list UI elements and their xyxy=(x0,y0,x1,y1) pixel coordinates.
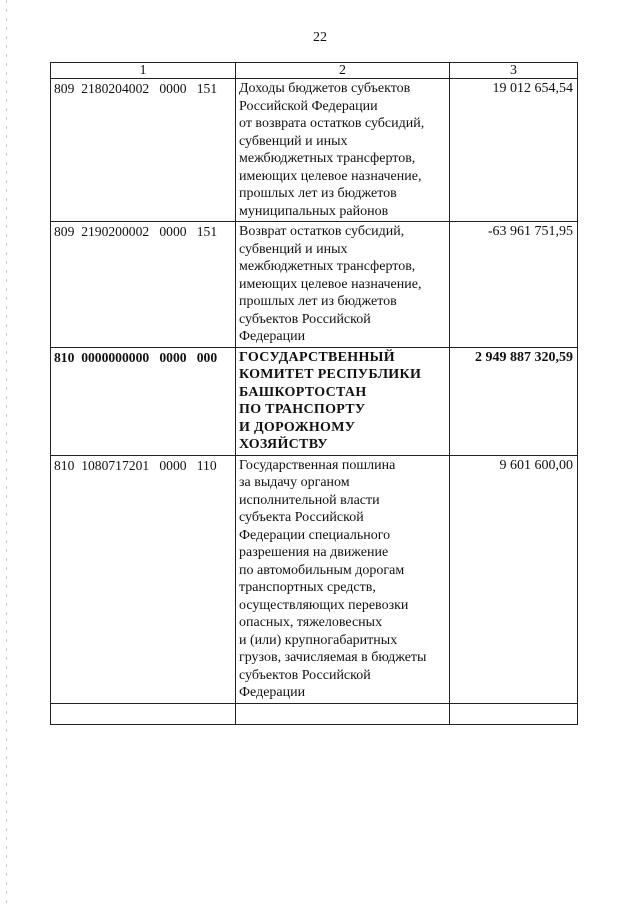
row-name-line: Государственная пошлина xyxy=(239,457,396,473)
row-name-line: ПО ТРАНСПОРТУ xyxy=(239,402,366,417)
row-name-line: субвенций и иных xyxy=(239,133,348,149)
row-name-line: межбюджетных трансфертов, xyxy=(239,151,416,166)
row-amount: 9 601 600,00 xyxy=(450,455,578,703)
table-row xyxy=(51,455,578,703)
row-amount: 19 012 654,54 xyxy=(450,79,578,222)
row-code: 809 2180204002 0000 151 xyxy=(51,79,236,222)
row-name-line: ГОСУДАРСТВЕННЫЙ xyxy=(239,349,395,365)
row-name-line: грузов, зачисляемая в бюджеты xyxy=(239,650,427,665)
row-code: 810 1080717201 0000 110 xyxy=(51,455,236,703)
row-name xyxy=(236,455,450,703)
row-name-line: от возврата остатков субсидий, xyxy=(239,116,425,131)
row-name-line: Возврат остатков субсидий, xyxy=(239,224,405,239)
row-name-line: Федерации специального xyxy=(239,527,391,543)
row-name-line: за выдачу органом xyxy=(239,475,350,490)
scan-edge-artifact xyxy=(6,0,7,905)
row-name-line: имеющих целевое назначение, xyxy=(239,168,422,184)
row-name-line: и (или) крупногабаритных xyxy=(239,632,398,648)
row-name-line: Федерации xyxy=(239,685,306,700)
row-name-line: прошлых лет из бюджетов xyxy=(239,294,397,309)
row-name-line: по автомобильным дорогам xyxy=(239,562,405,578)
row-name-line: субъектов Российской xyxy=(239,667,371,683)
row-name-line: прошлых лет из бюджетов xyxy=(239,186,397,201)
empty-cell xyxy=(450,703,578,724)
row-name-line: субъекта Российской xyxy=(239,510,364,525)
row-name-line: транспортных средств, xyxy=(239,580,376,595)
page-number: 22 xyxy=(313,30,327,45)
budget-table xyxy=(50,62,578,725)
header-col-2: 2 xyxy=(236,63,450,79)
row-name-line: субъектов Российской xyxy=(239,311,371,327)
row-name-line: Доходы бюджетов субъектов xyxy=(239,81,411,96)
row-name xyxy=(236,79,450,222)
row-name-line: осуществляющих перевозки xyxy=(239,597,409,613)
empty-cell xyxy=(51,703,236,724)
row-name-line: субвенций и иных xyxy=(239,241,348,257)
row-name-line: БАШКОРТОСТАН xyxy=(239,384,367,400)
table-empty-row xyxy=(51,703,578,724)
row-name-line: Федерации xyxy=(239,329,306,344)
row-name-line: ХОЗЯЙСТВУ xyxy=(239,437,328,452)
table-header-row xyxy=(51,63,578,79)
row-name-line: опасных, тяжеловесных xyxy=(239,615,383,630)
row-code: 809 2190200002 0000 151 xyxy=(51,222,236,348)
row-name-line: муниципальных районов xyxy=(239,203,389,219)
row-name-line: КОМИТЕТ РЕСПУБЛИКИ xyxy=(239,367,422,382)
row-name xyxy=(236,222,450,348)
row-name xyxy=(236,347,450,455)
empty-cell xyxy=(236,703,450,724)
row-name-line: имеющих целевое назначение, xyxy=(239,276,422,292)
row-amount: 2 949 887 320,59 xyxy=(450,347,578,455)
row-name-line: Российской Федерации xyxy=(239,98,378,114)
row-amount: -63 961 751,95 xyxy=(450,222,578,348)
row-name-line: разрешения на движение xyxy=(239,545,389,560)
row-name-line: исполнительной власти xyxy=(239,492,380,508)
row-name-line: межбюджетных трансфертов, xyxy=(239,259,416,274)
row-code: 810 0000000000 0000 000 xyxy=(51,347,236,455)
header-col-1: 1 xyxy=(51,63,236,79)
header-col-3: 3 xyxy=(450,63,578,79)
table-row xyxy=(51,347,578,455)
row-name-line: И ДОРОЖНОМУ xyxy=(239,419,356,435)
table-row xyxy=(51,79,578,222)
table-row xyxy=(51,222,578,348)
